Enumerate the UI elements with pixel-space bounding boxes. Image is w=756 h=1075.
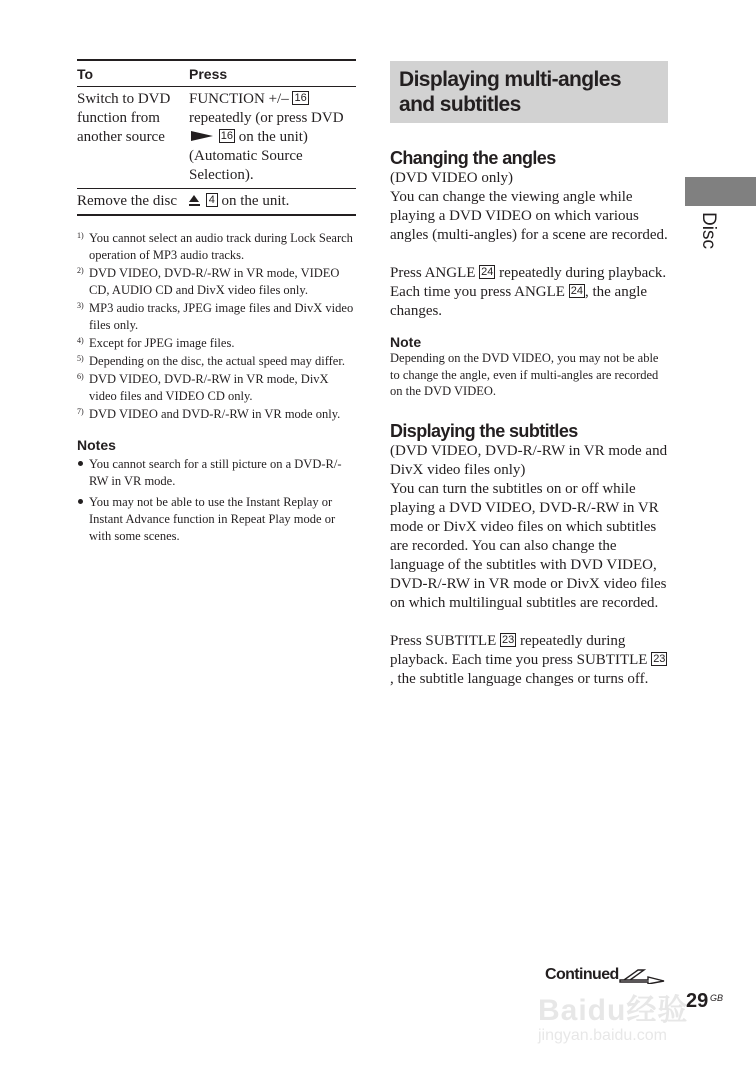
footnote (77, 371, 356, 405)
button-number-box: 23 (502, 633, 515, 646)
footnote-mark: 2) (77, 266, 84, 275)
subtitles-instruction (390, 632, 668, 689)
right-column (390, 61, 668, 689)
footnote (77, 265, 356, 299)
footnote-mark: 4) (77, 336, 84, 345)
button-number-box: 24 (570, 285, 583, 297)
table-row (77, 189, 356, 216)
baidu-watermark (538, 985, 756, 1047)
table-header-row (77, 60, 356, 87)
left-column (77, 59, 356, 549)
footnote (77, 353, 356, 370)
button-number-box: 23 (653, 652, 666, 665)
note-text: Depending on the DVD VIDEO, you may not be able to change the angle, even if multi-angles are recorded on the DVD VIDEO. (390, 351, 659, 398)
footnote (77, 406, 356, 423)
table-cell-press (189, 87, 356, 189)
footnote-text: DVD VIDEO, DVD-R/-RW in VR mode, DivX video files and VIDEO CD only. (89, 372, 329, 403)
function-table (77, 59, 356, 216)
footnote-text: MP3 audio tracks, JPEG image files and DivX video files only. (89, 301, 354, 332)
chapter-tab (685, 177, 756, 206)
footnote-text: DVD VIDEO, DVD-R/-RW in VR mode, VIDEO CD, AUDIO CD and DivX video files only. (89, 266, 340, 297)
watermark-logo: Baidu经验 (538, 994, 689, 1027)
table-cell-to: Remove the disc (77, 189, 189, 216)
footnote (77, 230, 356, 264)
footnote-mark: 3) (77, 301, 84, 310)
subtitles-heading: Displaying the subtitles (390, 420, 578, 441)
button-number-box: 16 (294, 92, 307, 104)
play-arrow-icon (191, 131, 213, 141)
footnote-text: Depending on the disc, the actual speed may differ. (89, 354, 345, 368)
subtitles-body: You can turn the subtitles on or off while playing a DVD VIDEO, DVD-R/-RW in VR mode or DivX video files on which subtitles are recorded. You can also change the language of the subtitles with DVD VIDEO, DVD-R/-RW in VR mode or DivX video files on which multilingual subtitles are recorded. (390, 480, 667, 611)
instruction-text: , the subtitle language changes or turns off. (390, 670, 649, 687)
angles-instruction (390, 264, 668, 321)
button-number-box: 24 (481, 266, 494, 278)
table-cell-to: Switch to DVD function from another source (77, 87, 189, 189)
page-suffix: GB (710, 993, 724, 1003)
table-row (77, 87, 356, 189)
footnote (77, 335, 356, 352)
column-header-to: To (77, 60, 189, 87)
watermark-url: jingyan.baidu.com (538, 1027, 667, 1044)
section-title: Displaying multi-angles and subtitles (390, 61, 668, 123)
press-text: repeatedly (or press DVD (189, 110, 344, 126)
angles-scope: (DVD VIDEO only) (390, 170, 514, 186)
footnote-mark: 7) (77, 407, 84, 416)
instruction-text: , the angle changes. (390, 284, 648, 319)
page-number: 29 (686, 990, 709, 1012)
press-text: on the unit. (221, 193, 290, 209)
button-number-box: 4 (206, 193, 218, 207)
footnote-text: DVD VIDEO and DVD-R/-RW in VR mode only. (89, 407, 341, 421)
note-bullet: You cannot search for a still picture on a DVD-R/-RW in VR mode. (77, 456, 356, 490)
table-cell-press (189, 189, 356, 216)
note-title: Note (390, 334, 422, 350)
chapter-tab-text: Disc (698, 212, 719, 249)
press-text: FUNCTION +/– (189, 91, 289, 107)
instruction-text: Press SUBTITLE (390, 632, 497, 649)
footnote-text: You cannot select an audio track during Lock Search operation of MP3 audio tracks. (89, 231, 353, 262)
instruction-text: Press ANGLE (390, 265, 476, 281)
footnote-text: Except for JPEG image files. (89, 336, 235, 350)
angles-heading: Changing the angles (390, 148, 556, 168)
footnotes (77, 230, 356, 423)
instruction-text: repeatedly during playback. Each time you press SUBTITLE (390, 632, 648, 668)
button-number-box: 16 (220, 130, 233, 142)
chapter-tab-label (694, 213, 722, 257)
footnote-mark: 1) (77, 231, 84, 240)
eject-icon (189, 195, 200, 206)
notes-title: Notes (77, 437, 116, 453)
column-header-press: Press (189, 60, 356, 87)
press-text: on the unit) (Automatic Source Selection). (189, 129, 308, 183)
footnote-mark: 6) (77, 372, 84, 381)
instruction-text: repeatedly during playback. Each time you press ANGLE (390, 265, 667, 300)
angles-body: You can change the viewing angle while playing a DVD VIDEO on which various angles (multi-angles) for a scene are recorded. (390, 189, 668, 243)
continued-arrow-icon (618, 966, 666, 984)
footnote (77, 300, 356, 334)
continued-label: Continued (545, 966, 619, 983)
note-bullet: You may not be able to use the Instant Replay or Instant Advance function in Repeat Play mode or with some scenes. (77, 494, 356, 545)
footnote-mark: 5) (77, 354, 84, 363)
subtitles-scope: (DVD VIDEO, DVD-R/-RW in VR mode and DivX video files only) (390, 442, 668, 478)
